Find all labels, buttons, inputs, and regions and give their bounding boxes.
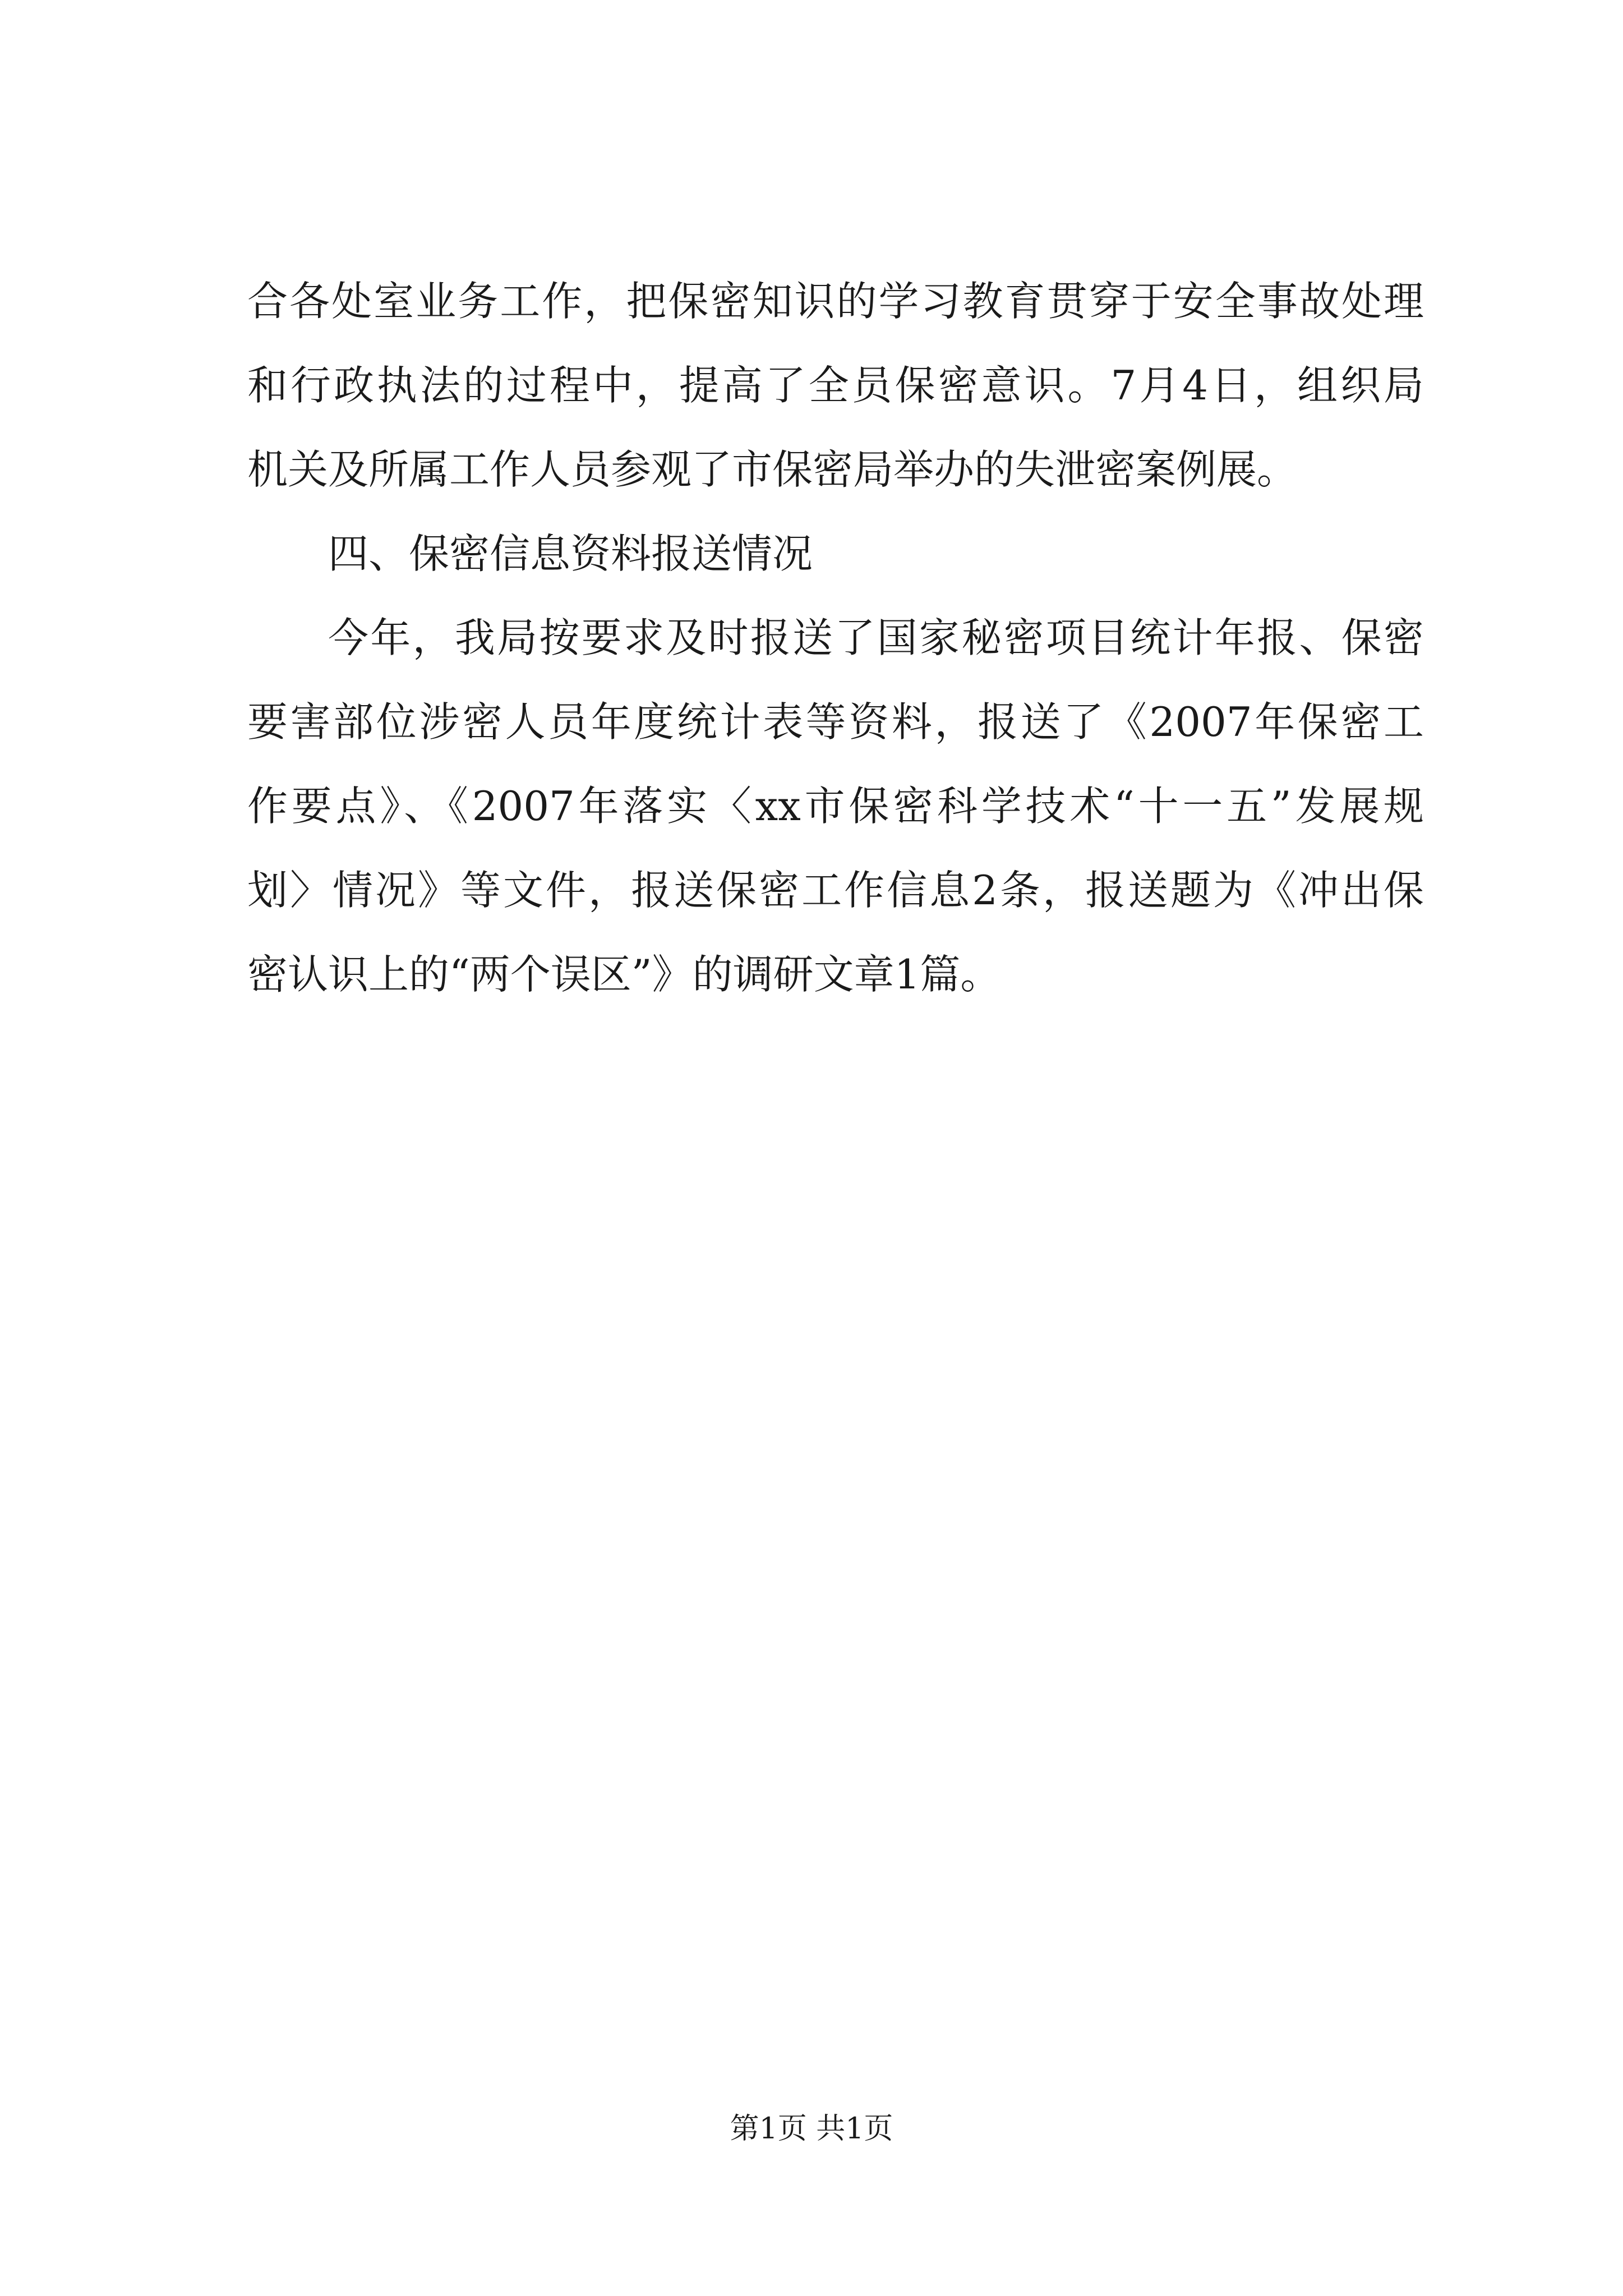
paragraph-line: 和行政执法的过程中，提高了全员保密意识。7月4日，组织局 [247,362,1424,409]
paragraph-line: 密认识上的“两个误区”》的调研文章1篇。 [247,951,1001,998]
document-body [247,259,1424,1016]
paragraph-line: 作要点》、《2007年落实〈xx市保密科学技术“十一五”发展规 [247,783,1424,830]
section-heading: 四、保密信息资料报送情况 [328,530,813,577]
paragraph-line: 划〉情况》等文件，报送保密工作信息2条，报送题为《冲出保 [247,867,1424,914]
page-footer: 第1页 共1页 [730,2112,893,2146]
paragraph-line: 合各处室业务工作，把保密知识的学习教育贯穿于安全事故处理 [247,278,1424,325]
paragraph-line: 机关及所属工作人员参观了市保密局举办的失泄密案例展。 [247,446,1298,493]
paragraph-line: 今年，我局按要求及时报送了国家秘密项目统计年报、保密 [328,614,1424,661]
paragraph-line: 要害部位涉密人员年度统计表等资料，报送了《2007年保密工 [247,698,1424,746]
